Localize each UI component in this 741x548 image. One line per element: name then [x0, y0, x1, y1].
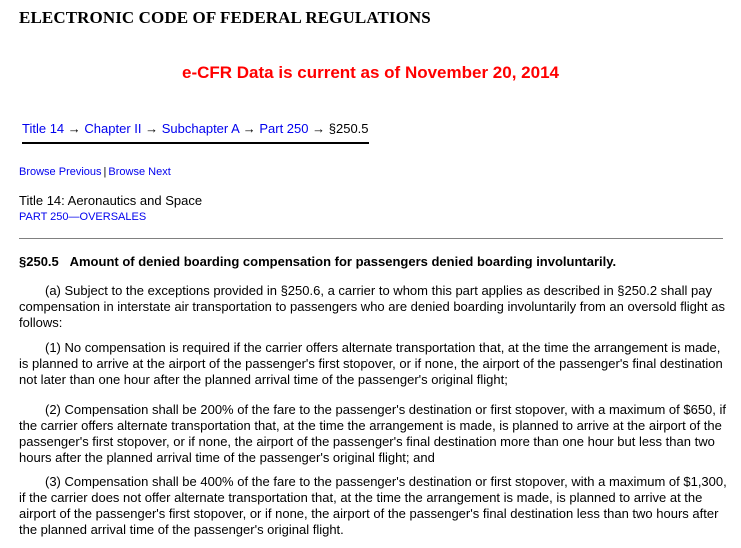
- paragraph-1: (1) No compensation is required if the carrier offers alternate transportation that, at the time the arrangement is made, is planned to arrive at the airport of the passenger's first stopover, or if none, the airport of the passenger's final destination not later than one hour after the planned arrival time of the passenger's original flight;: [19, 340, 723, 387]
- breadcrumb-current-section: §250.5: [328, 121, 369, 136]
- breadcrumb-arrow-icon: →: [67, 121, 81, 136]
- breadcrumb-chapter-ii[interactable]: Chapter II: [84, 121, 142, 136]
- breadcrumb-arrow-icon: →: [145, 121, 159, 136]
- breadcrumb-part-250[interactable]: Part 250: [259, 121, 309, 136]
- site-title: ELECTRONIC CODE OF FEDERAL REGULATIONS: [19, 8, 431, 27]
- browse-nav: [19, 166, 171, 178]
- paragraph-2: (2) Compensation shall be 200% of the fare to the passenger's destination or first stopover, with a maximum of $650, if the carrier offers alternate transportation that, at the time the arrangement is made, is planned to arrive at the airport of the passenger's first stopover, or if none, the airport of the passenger's final destination more than one hour but less than two hours after the planned arrival time of the passenger's original flight; and: [19, 402, 727, 465]
- browse-next-link[interactable]: Browse Next: [108, 166, 171, 178]
- breadcrumb: [22, 121, 369, 144]
- paragraph-a: (a) Subject to the exceptions provided in §250.6, a carrier to whom this part applies as described in §250.2 shall pay compensation in interstate air transportation to passengers who are denied boarding involuntarily from an oversold flight as follows:: [19, 283, 726, 330]
- breadcrumb-subchapter-a[interactable]: Subchapter A: [161, 121, 240, 136]
- breadcrumb-arrow-icon: →: [242, 121, 256, 136]
- section-title: Amount of denied boarding compensation for passengers denied boarding involuntarily.: [69, 254, 617, 269]
- paragraph-3: (3) Compensation shall be 400% of the fare to the passenger's destination or first stopover, with a maximum of $1,300, if the carrier does not offer alternate transportation that, at the time the arrangement is made, is planned to arrive at the airport of the passenger's first stopover, or if none, the airport of the passenger's final destination less than two hours after the planned arrival time of the passenger's original flight.: [19, 474, 727, 537]
- document-title: Title 14: Aeronautics and Space: [19, 193, 203, 208]
- section-number: §250.5: [19, 254, 59, 269]
- part-250-link[interactable]: PART 250—OVERSALES: [19, 211, 147, 223]
- data-currency-notice: e-CFR Data is current as of November 20, 2014: [182, 63, 559, 82]
- browse-previous-link[interactable]: Browse Previous: [19, 166, 102, 178]
- browse-separator: |: [103, 166, 107, 178]
- breadcrumb-title-14[interactable]: Title 14: [22, 121, 65, 136]
- divider: [19, 238, 723, 239]
- breadcrumb-arrow-icon: →: [312, 121, 326, 136]
- section-heading: [19, 254, 616, 269]
